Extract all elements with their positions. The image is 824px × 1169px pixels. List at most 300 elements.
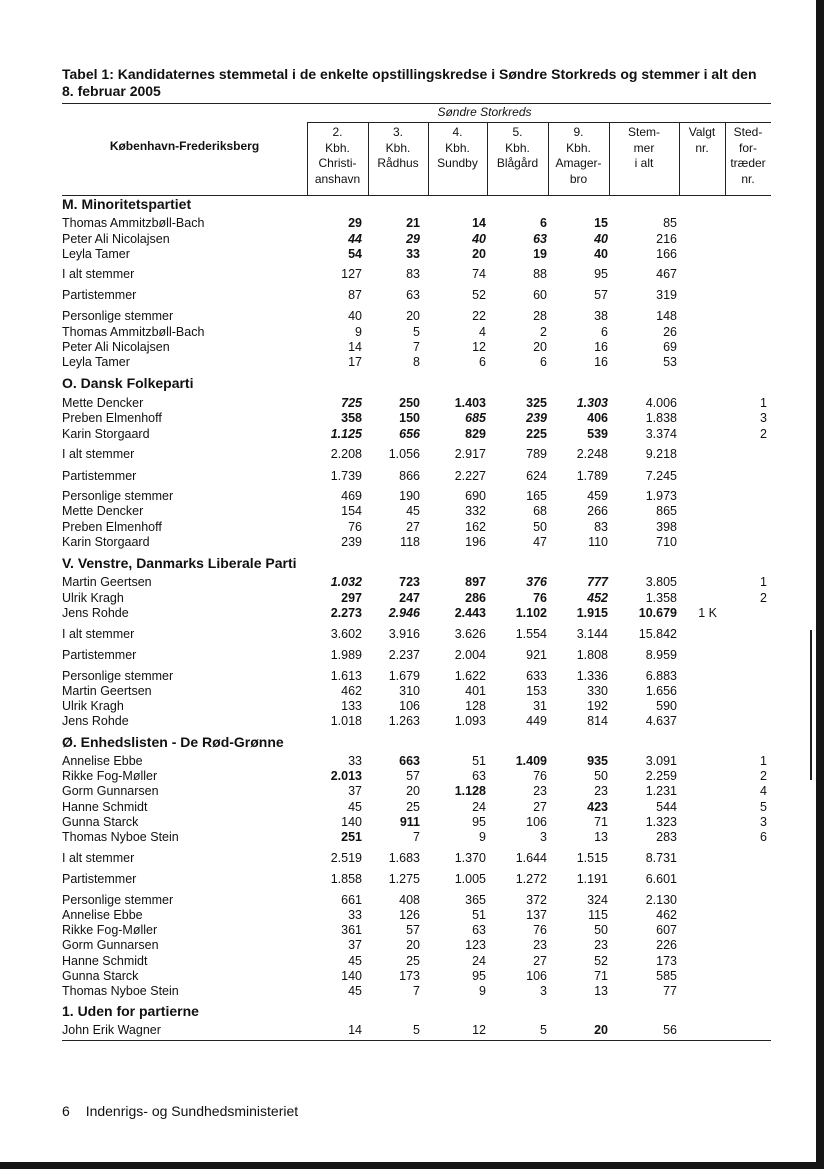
cell-value: 1 K	[698, 606, 717, 620]
column-header: 2. Kbh. Christi- anshavn	[314, 125, 361, 186]
table-row	[62, 231, 771, 247]
table-row	[62, 605, 771, 621]
table-row	[62, 713, 771, 729]
cell-value: 83	[594, 520, 608, 534]
cell-value: 24	[472, 800, 486, 814]
cell-value: 1.263	[388, 714, 420, 728]
cell-value: 137	[526, 908, 547, 922]
cell-value: 162	[465, 520, 486, 534]
cell-value: 216	[656, 232, 677, 246]
cell-value: 462	[341, 684, 362, 698]
cell-value: 47	[533, 535, 547, 549]
cell-value: 128	[465, 699, 486, 713]
cell-value: 376	[526, 575, 547, 589]
party-heading: 1. Uden for partierne	[62, 1003, 199, 1019]
cell-value: 69	[663, 340, 677, 354]
column-header: 4. Kbh. Sundby	[437, 125, 478, 170]
cell-value: 63	[472, 769, 486, 783]
cell-value: 95	[472, 815, 486, 829]
cell-value: 9	[355, 325, 362, 339]
row-label: Rikke Fog-Møller	[62, 923, 158, 937]
cell-value: 2.227	[454, 469, 486, 483]
cell-value: 28	[533, 309, 547, 323]
cell-value: 1.644	[515, 851, 547, 865]
cell-value: 406	[587, 411, 608, 425]
cell-value: 45	[348, 954, 362, 968]
cell-value: 467	[656, 267, 677, 281]
row-label: Annelise Ebbe	[62, 754, 143, 768]
row-label: I alt stemmer	[62, 447, 135, 461]
row-label: Annelise Ebbe	[62, 908, 143, 922]
cell-value: 13	[594, 830, 608, 844]
cell-value: 20	[406, 784, 420, 798]
cell-value: 6	[601, 325, 608, 339]
cell-value: 2.208	[330, 447, 362, 461]
table-row	[62, 768, 771, 784]
cell-value: 3	[760, 815, 767, 829]
cell-value: 63	[406, 288, 420, 302]
table-row	[62, 590, 771, 606]
cell-value: 319	[656, 288, 677, 302]
cell-value: 5	[413, 325, 420, 339]
cell-value: 1.973	[645, 489, 677, 503]
cell-value: 27	[533, 954, 547, 968]
cell-value: 3.626	[454, 627, 486, 641]
cell-value: 1.613	[330, 669, 362, 683]
cell-value: 250	[399, 396, 420, 410]
cell-value: 2.519	[330, 851, 362, 865]
cell-value: 53	[663, 355, 677, 369]
cell-value: 126	[399, 908, 420, 922]
cell-value: 3.805	[645, 575, 677, 589]
cell-value: 4.637	[645, 714, 677, 728]
cell-value: 1.275	[388, 872, 420, 886]
row-label: Gunna Starck	[62, 815, 139, 829]
cell-value: 1.303	[576, 396, 608, 410]
cell-value: 57	[406, 769, 420, 783]
cell-value: 52	[472, 288, 486, 302]
scan-bottom-edge	[0, 1162, 824, 1169]
cell-value: 1.679	[388, 669, 420, 683]
cell-value: 663	[399, 754, 420, 768]
cell-value: 1.018	[330, 714, 362, 728]
row-label: Personlige stemmer	[62, 893, 174, 907]
cell-value: 1.915	[576, 606, 608, 620]
cell-value: 710	[656, 535, 677, 549]
cell-value: 9	[479, 830, 486, 844]
cell-value: 358	[341, 411, 362, 425]
cell-value: 118	[400, 535, 420, 549]
row-label: Martin Geertsen	[62, 684, 152, 698]
cell-value: 40	[594, 232, 608, 246]
cell-value: 23	[533, 784, 547, 798]
cell-value: 17	[348, 355, 362, 369]
cell-value: 1.554	[515, 627, 547, 641]
row-label: Partistemmer	[62, 872, 137, 886]
table-row	[62, 339, 771, 355]
cell-value: 1.005	[454, 872, 486, 886]
row-label: Thomas Nyboe Stein	[62, 830, 179, 844]
row-label: Gorm Gunnarsen	[62, 938, 159, 952]
cell-value: 661	[341, 893, 362, 907]
row-label: Ulrik Kragh	[62, 699, 124, 713]
cell-value: 173	[399, 969, 420, 983]
row-label: Thomas Nyboe Stein	[62, 984, 179, 998]
cell-value: 15	[594, 216, 608, 230]
cell-value: 685	[465, 411, 486, 425]
cell-value: 829	[465, 427, 486, 441]
row-label: Rikke Fog-Møller	[62, 769, 158, 783]
cell-value: 225	[526, 427, 547, 441]
cell-value: 2.013	[330, 769, 362, 783]
row-label: Partistemmer	[62, 288, 137, 302]
cell-value: 115	[588, 908, 608, 922]
cell-value: 14	[348, 340, 362, 354]
cell-value: 106	[526, 815, 547, 829]
table-row	[62, 519, 771, 535]
cell-value: 283	[656, 830, 677, 844]
row-label: Partistemmer	[62, 648, 137, 662]
table-row	[62, 647, 771, 663]
column-header: Valgt nr.	[688, 125, 716, 155]
row-label: Partistemmer	[62, 469, 137, 483]
cell-value: 469	[341, 489, 362, 503]
cell-value: 33	[348, 754, 362, 768]
cell-value: 1	[760, 754, 767, 768]
cell-value: 2.237	[388, 648, 420, 662]
row-label: Mette Dencker	[62, 504, 144, 518]
cell-value: 24	[472, 954, 486, 968]
table-row	[62, 534, 771, 550]
cell-value: 8.959	[645, 648, 677, 662]
cell-value: 2.946	[388, 606, 420, 620]
cell-value: 40	[472, 232, 486, 246]
cell-value: 76	[533, 591, 547, 605]
cell-value: 2	[760, 769, 767, 783]
cell-value: 88	[533, 267, 547, 281]
row-label: I alt stemmer	[62, 851, 135, 865]
table-row	[62, 324, 771, 340]
cell-value: 330	[587, 684, 608, 698]
row-label: Hanne Schmidt	[62, 800, 148, 814]
cell-value: 2.443	[454, 606, 486, 620]
table-row	[62, 446, 771, 462]
table-row	[62, 354, 771, 370]
cell-value: 56	[663, 1023, 677, 1037]
cell-value: 361	[341, 923, 362, 937]
party-heading: V. Venstre, Danmarks Liberale Parti	[62, 555, 297, 571]
table-row	[62, 753, 771, 769]
cell-value: 60	[533, 288, 547, 302]
cell-value: 140	[341, 815, 362, 829]
cell-value: 173	[656, 954, 677, 968]
cell-value: 6.601	[645, 872, 677, 886]
table-row	[62, 410, 771, 426]
cell-value: 624	[526, 469, 547, 483]
table-row	[62, 698, 771, 714]
cell-value: 897	[465, 575, 486, 589]
cell-value: 3	[540, 984, 547, 998]
row-label: Thomas Ammitzbøll-Bach	[62, 216, 205, 230]
cell-value: 68	[533, 504, 547, 518]
cell-value: 325	[526, 396, 547, 410]
cell-value: 1.056	[388, 447, 420, 461]
cell-value: 29	[406, 232, 420, 246]
cell-value: 150	[399, 411, 420, 425]
cell-value: 1.808	[576, 648, 608, 662]
cell-value: 365	[465, 893, 486, 907]
cell-value: 6.883	[645, 669, 677, 683]
scan-margin-mark	[810, 630, 812, 780]
cell-value: 251	[341, 830, 362, 844]
cell-value: 54	[348, 247, 362, 261]
column-header: 9. Kbh. Amager- bro	[555, 125, 602, 186]
cell-value: 2	[540, 325, 547, 339]
cell-value: 21	[406, 216, 420, 230]
cell-value: 723	[399, 575, 420, 589]
cell-value: 76	[533, 769, 547, 783]
cell-value: 23	[533, 938, 547, 952]
cell-value: 2	[760, 591, 767, 605]
cell-value: 83	[406, 267, 420, 281]
row-label: Hanne Schmidt	[62, 954, 148, 968]
cell-value: 190	[399, 489, 420, 503]
table-row	[62, 503, 771, 519]
cell-value: 462	[656, 908, 677, 922]
cell-value: 2.259	[645, 769, 677, 783]
cell-value: 22	[472, 309, 486, 323]
row-label: Personlige stemmer	[62, 669, 174, 683]
table-row	[62, 266, 771, 282]
cell-value: 23	[594, 784, 608, 798]
row-label: Martin Geertsen	[62, 575, 152, 589]
cell-value: 1.231	[645, 784, 677, 798]
cell-value: 372	[526, 893, 547, 907]
cell-value: 27	[406, 520, 420, 534]
cell-value: 656	[399, 427, 420, 441]
cell-value: 690	[465, 489, 486, 503]
cell-value: 4	[479, 325, 486, 339]
cell-value: 14	[472, 216, 486, 230]
cell-value: 310	[399, 684, 420, 698]
table-row	[62, 850, 771, 866]
cell-value: 165	[526, 489, 547, 503]
cell-value: 57	[594, 288, 608, 302]
cell-value: 10.679	[638, 606, 677, 620]
cell-value: 2.273	[330, 606, 362, 620]
cell-value: 1.102	[515, 606, 547, 620]
cell-value: 865	[656, 504, 677, 518]
cell-value: 14	[348, 1023, 362, 1037]
cell-value: 20	[594, 1023, 608, 1037]
footer-text: Indenrigs- og Sundhedsministeriet	[85, 1103, 299, 1119]
cell-value: 192	[587, 699, 608, 713]
cell-value: 7	[413, 984, 420, 998]
row-label: John Erik Wagner	[62, 1023, 161, 1037]
row-label: Jens Rohde	[62, 714, 129, 728]
cell-value: 286	[465, 591, 486, 605]
cell-value: 106	[399, 699, 420, 713]
cell-value: 63	[472, 923, 486, 937]
row-label: Mette Dencker	[62, 396, 144, 410]
cell-value: 25	[406, 800, 420, 814]
table-row	[62, 829, 771, 845]
cell-value: 452	[587, 591, 608, 605]
cell-value: 44	[348, 232, 362, 246]
cell-value: 50	[594, 769, 608, 783]
cell-value: 33	[406, 247, 420, 261]
cell-value: 106	[526, 969, 547, 983]
row-label: Karin Storgaard	[62, 427, 150, 441]
table-row	[62, 246, 771, 262]
cell-value: 52	[594, 954, 608, 968]
cell-value: 19	[533, 247, 547, 261]
cell-value: 1.032	[330, 575, 362, 589]
cell-value: 1.403	[454, 396, 486, 410]
cell-value: 239	[526, 411, 547, 425]
cell-value: 866	[399, 469, 420, 483]
table-row	[62, 426, 771, 442]
rule-bottom	[62, 1040, 771, 1041]
row-label: Preben Elmenhoff	[62, 411, 162, 425]
cell-value: 153	[526, 684, 547, 698]
cell-value: 166	[656, 247, 677, 261]
cell-value: 7.245	[645, 469, 677, 483]
cell-value: 1.789	[576, 469, 608, 483]
scan-right-edge	[816, 0, 824, 1169]
row-label: Personlige stemmer	[62, 309, 174, 323]
cell-value: 4	[760, 784, 767, 798]
cell-value: 33	[348, 908, 362, 922]
cell-value: 31	[533, 699, 547, 713]
cell-value: 15.842	[638, 627, 677, 641]
cell-value: 57	[406, 923, 420, 937]
cell-value: 13	[594, 984, 608, 998]
cell-value: 324	[587, 893, 608, 907]
cell-value: 239	[341, 535, 362, 549]
cell-value: 12	[472, 1023, 486, 1037]
cell-value: 76	[348, 520, 362, 534]
column-header: 3. Kbh. Rådhus	[377, 125, 419, 170]
row-label: Leyla Tamer	[62, 247, 130, 261]
cell-value: 16	[594, 340, 608, 354]
cell-value: 85	[663, 216, 677, 230]
cell-value: 921	[526, 648, 547, 662]
cell-value: 2.248	[576, 447, 608, 461]
cell-value: 71	[594, 815, 608, 829]
cell-value: 590	[656, 699, 677, 713]
cell-value: 1.739	[330, 469, 362, 483]
cell-value: 1.191	[576, 872, 608, 886]
table-row	[62, 871, 771, 887]
cell-value: 1.409	[515, 754, 547, 768]
cell-value: 911	[399, 815, 420, 829]
cell-value: 37	[348, 784, 362, 798]
row-label: Peter Ali Nicolajsen	[62, 232, 170, 246]
cell-value: 45	[406, 504, 420, 518]
cell-value: 50	[533, 520, 547, 534]
cell-value: 154	[341, 504, 362, 518]
cell-value: 95	[472, 969, 486, 983]
cell-value: 539	[587, 427, 608, 441]
cell-value: 7	[413, 340, 420, 354]
row-label: Gorm Gunnarsen	[62, 784, 159, 798]
cell-value: 226	[656, 938, 677, 952]
cell-value: 76	[533, 923, 547, 937]
cell-value: 127	[341, 267, 362, 281]
cell-value: 459	[587, 489, 608, 503]
page-number: 6	[62, 1103, 70, 1119]
table-row	[62, 1022, 771, 1038]
table-row	[62, 468, 771, 484]
row-label: Karin Storgaard	[62, 535, 150, 549]
row-label: Thomas Ammitzbøll-Bach	[62, 325, 205, 339]
cell-value: 814	[587, 714, 608, 728]
column-header: Sted- for- træder nr.	[730, 125, 766, 186]
region-header: København-Frederiksberg	[109, 139, 260, 153]
row-label: Preben Elmenhoff	[62, 520, 162, 534]
cell-value: 1	[760, 575, 767, 589]
row-label: Personlige stemmer	[62, 489, 174, 503]
table-row	[62, 626, 771, 642]
row-label: Jens Rohde	[62, 606, 129, 620]
page-footer	[62, 1103, 298, 1119]
cell-value: 6	[540, 355, 547, 369]
cell-value: 77	[663, 984, 677, 998]
cell-value: 95	[594, 267, 608, 281]
cell-value: 9	[479, 984, 486, 998]
cell-value: 7	[413, 830, 420, 844]
cell-value: 40	[348, 309, 362, 323]
cell-value: 3	[760, 411, 767, 425]
cell-value: 6	[540, 216, 547, 230]
cell-value: 3.374	[645, 427, 677, 441]
cell-value: 1.323	[645, 815, 677, 829]
table-row	[62, 668, 771, 684]
cell-value: 2.130	[645, 893, 677, 907]
cell-value: 585	[656, 969, 677, 983]
cell-value: 40	[594, 247, 608, 261]
cell-value: 1.128	[454, 784, 486, 798]
cell-value: 27	[533, 800, 547, 814]
column-header: Stem- mer i alt	[627, 125, 660, 170]
cell-value: 38	[594, 309, 608, 323]
cell-value: 3.916	[388, 627, 420, 641]
cell-value: 20	[406, 309, 420, 323]
cell-value: 45	[348, 800, 362, 814]
cell-value: 725	[341, 396, 362, 410]
storkreds-header: Søndre Storkreds	[437, 105, 532, 119]
cell-value: 789	[526, 447, 547, 461]
cell-value: 50	[594, 923, 608, 937]
table-row	[62, 937, 771, 953]
cell-value: 87	[348, 288, 362, 302]
table-row	[62, 287, 771, 303]
cell-value: 4.006	[645, 396, 677, 410]
cell-value: 23	[594, 938, 608, 952]
cell-value: 8.731	[645, 851, 677, 865]
table-row	[62, 892, 771, 908]
table-row	[62, 953, 771, 969]
table-row	[62, 983, 771, 999]
cell-value: 607	[656, 923, 677, 937]
table-row	[62, 922, 771, 938]
rule-top	[62, 103, 771, 104]
cell-value: 1.683	[388, 851, 420, 865]
table-row	[62, 968, 771, 984]
cell-value: 51	[472, 754, 486, 768]
row-label: I alt stemmer	[62, 627, 135, 641]
